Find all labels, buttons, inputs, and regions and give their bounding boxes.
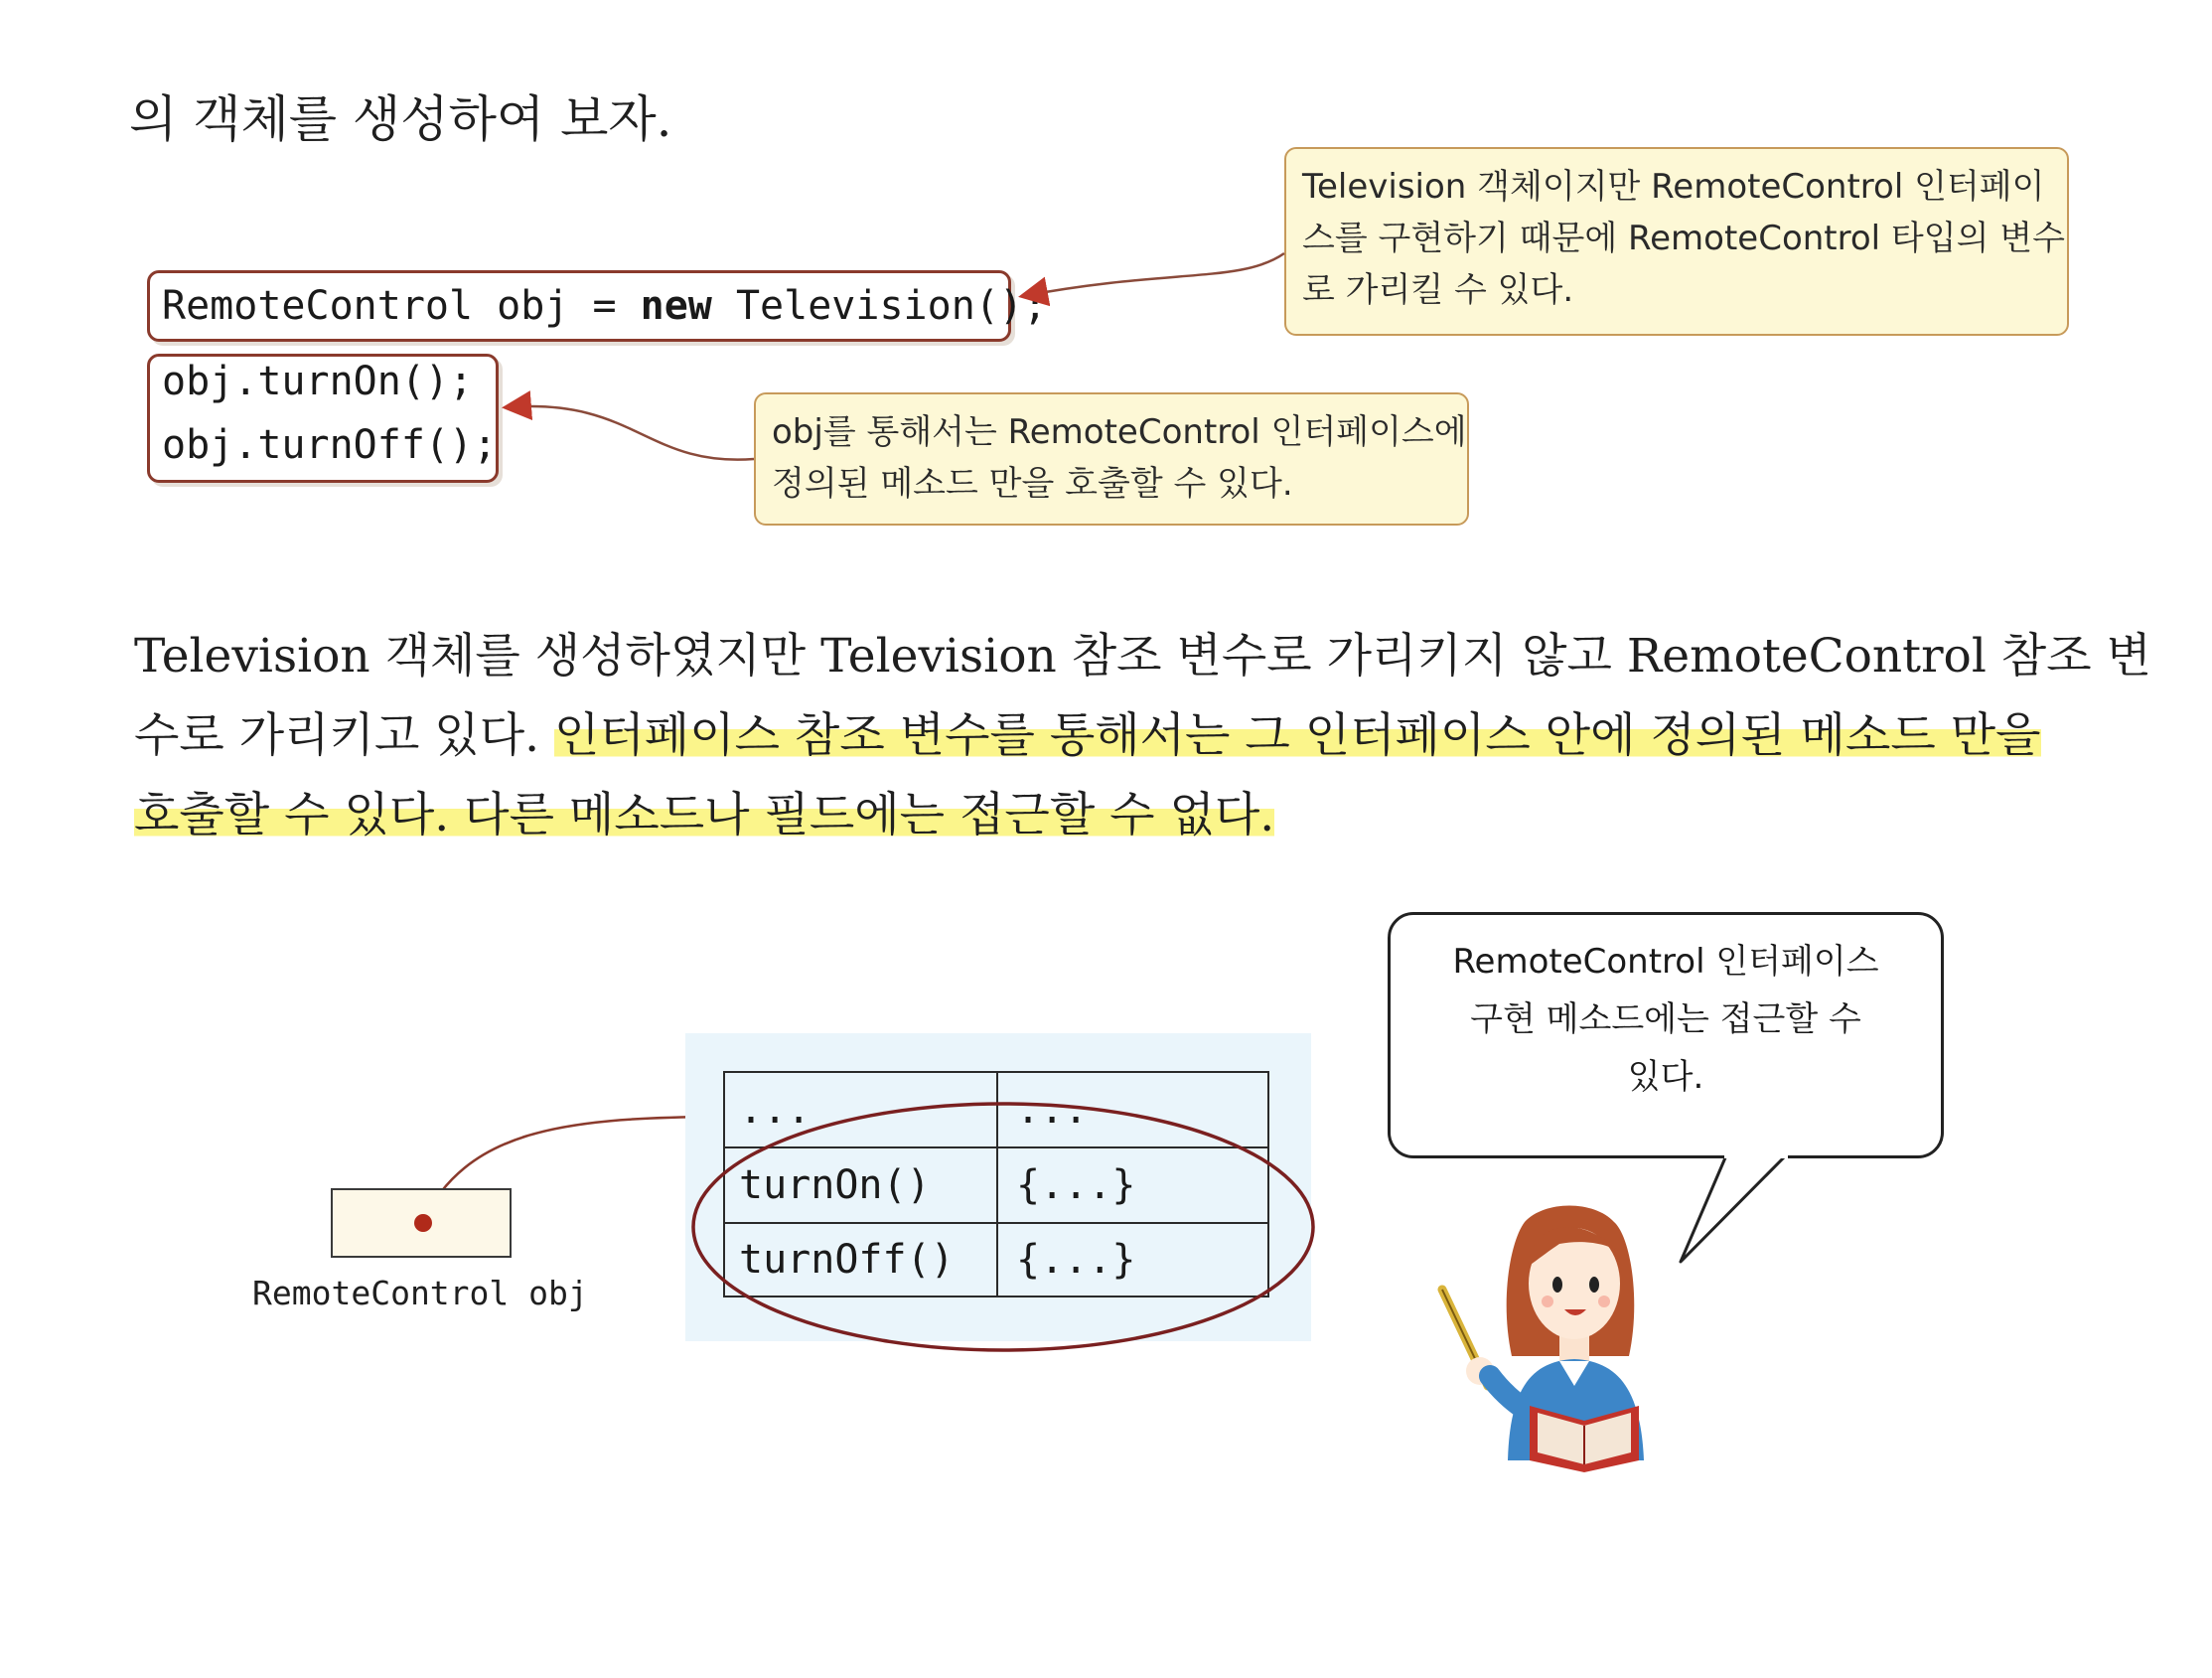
code-keyword-new: new <box>640 283 712 329</box>
table-row-1-name: turnOn() <box>725 1148 998 1224</box>
table-row-2-name: turnOff() <box>725 1224 998 1296</box>
note2-line2: 정의된 메소드 만을 호출할 수 있다. <box>772 464 1293 504</box>
speech-line2: 구현 메소드에는 접근할 수 <box>1470 999 1861 1039</box>
note1-line1: Television 객체이지만 RemoteControl 인터페이 <box>1302 167 2045 207</box>
table-row-1-body: {...} <box>998 1148 1267 1224</box>
speech-line3: 있다. <box>1627 1057 1704 1097</box>
note2-line1: obj를 통해서는 RemoteControl 인터페이스에 <box>772 412 1467 452</box>
paragraph-line2-highlight: 인터페이스 참조 변수를 통해서는 그 인터페이스 안에 정의된 메소드 만을 <box>553 708 2041 763</box>
obj-variable-label: RemoteControl obj <box>252 1274 588 1312</box>
code-type-text: RemoteControl obj = <box>162 283 641 329</box>
speech-bubble-tail <box>1669 1152 1808 1272</box>
table-row-2-body: {...} <box>1016 1237 1136 1283</box>
table-row-0-name: ... <box>725 1073 998 1148</box>
speech-bubble <box>1388 912 1944 1158</box>
intro-text: 의 객체를 생성하여 보자. <box>129 90 672 148</box>
note1-line3: 로 가리킬 수 있다. <box>1302 270 1574 310</box>
arrow-note1-to-code <box>1023 253 1284 296</box>
teacher-illustration <box>1420 1182 1679 1480</box>
paragraph-line1: Television 객체를 생성하였지만 Television 참조 변수로 가리키지 않고 RemoteControl 참조 변 <box>134 629 2151 684</box>
code-line-turnoff: obj.turnOff(); <box>162 422 498 468</box>
note1-line2: 스를 구현하기 때문에 RemoteControl 타입의 변수 <box>1302 219 2065 258</box>
paragraph-line3 <box>134 775 1274 856</box>
interface-ellipse <box>685 1093 1321 1361</box>
speech-line1: RemoteControl 인터페이스 <box>1452 942 1879 982</box>
table-row-0-body: ... <box>998 1073 1267 1148</box>
paragraph-line2 <box>134 695 2041 777</box>
paragraph-line3-highlight: 호출할 수 있다. 다른 메소드나 필드에는 접근할 수 없다. <box>134 788 1275 842</box>
code-constructor-text: Television(); <box>711 283 1048 329</box>
reference-dot-icon <box>412 1212 434 1234</box>
arrow-note2-to-code <box>507 406 754 460</box>
code-line-turnon: obj.turnOn(); <box>162 359 474 404</box>
paragraph-line2-plain: 수로 가리키고 있다. <box>134 708 554 763</box>
